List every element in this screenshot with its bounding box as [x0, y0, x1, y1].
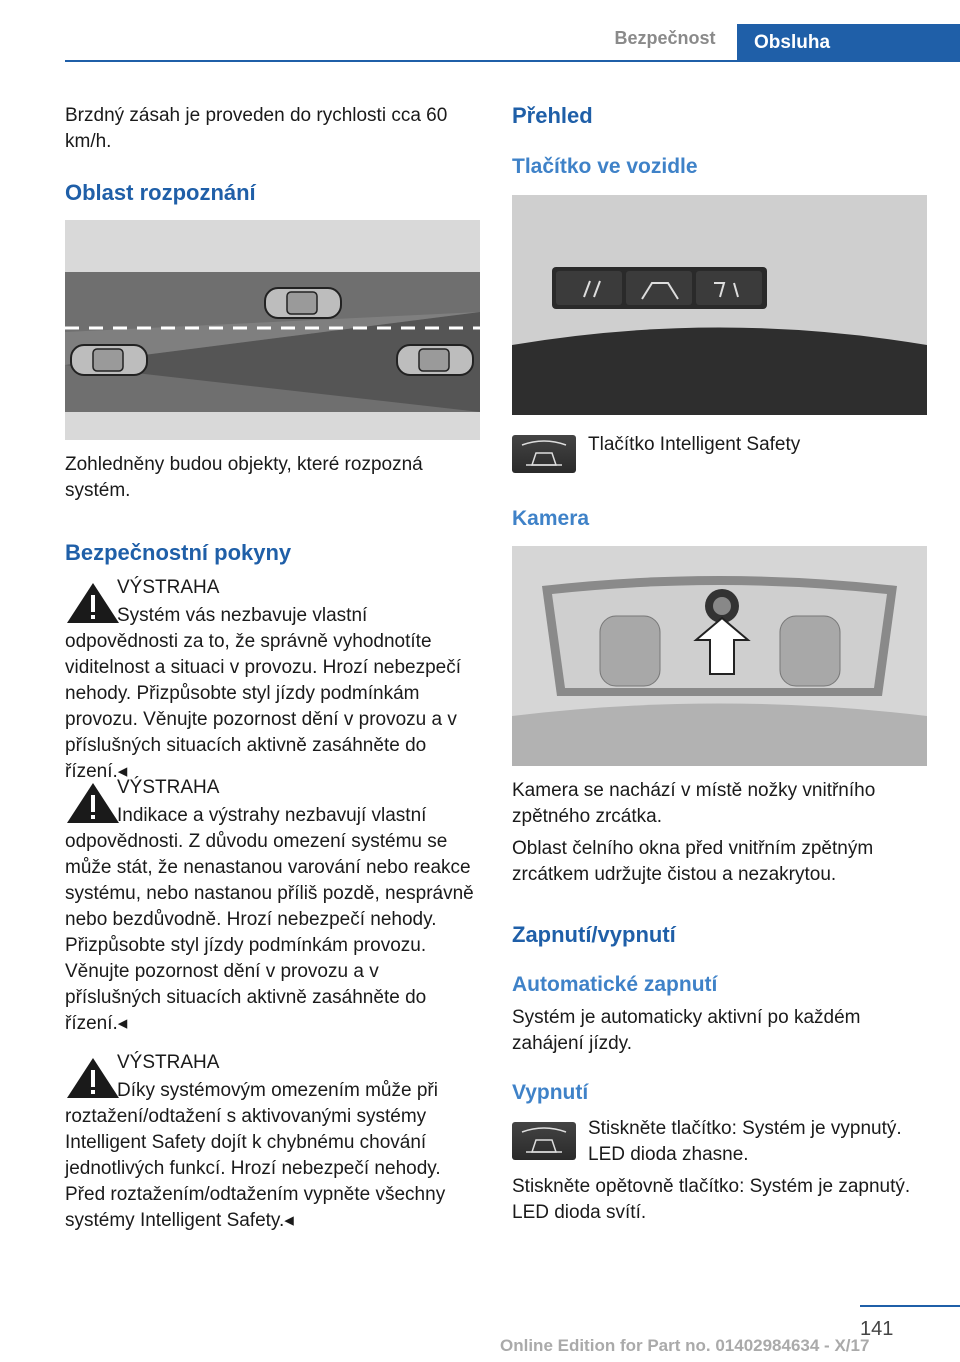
heading-button-in-vehicle: Tlačítko ve vozidle: [512, 155, 698, 178]
camera-location-illustration: [512, 546, 927, 766]
car-icon: [397, 345, 473, 375]
camera-windshield-text: Oblast čelního okna před vnitřním zpětným zrcátkem udržujte čistou a nezakrytou.: [512, 838, 874, 885]
heading-overview: Přehled: [512, 103, 593, 128]
button-panel-photo: [512, 195, 927, 415]
footer-edition: Online Edition for Part no. 01402984634 - X/17: [500, 1336, 870, 1355]
heading-automatic-on: Automatické zapnutí: [512, 973, 718, 996]
detection-caption: Zohledněny budou objekty, které rozpozná systém.: [65, 454, 423, 501]
tab-section[interactable]: Bezpečnost: [614, 28, 716, 48]
intro-text: Brzdný zásah je proveden do rychlosti cca 60 km/h.: [65, 105, 448, 152]
heading-detection-area: Oblast rozpoznání: [65, 180, 256, 205]
warning-title: VÝSTRAHA: [117, 777, 220, 798]
heading-switch-off: Vypnutí: [512, 1081, 589, 1104]
button-label: Tlačítko Intelligent Safety: [588, 434, 801, 455]
car-icon: [265, 288, 341, 318]
intelligent-safety-button-icon: [512, 1122, 576, 1160]
automatic-on-text: Systém je automaticky aktivní po každém zahájení jízdy.: [512, 1007, 861, 1054]
tab-chapter[interactable]: Obsluha: [737, 24, 960, 62]
heading-safety-notes: Bezpečnostní pokyny: [65, 540, 292, 565]
detection-area-illustration: [65, 220, 480, 440]
footer-rule: [860, 1305, 960, 1307]
page-number: 141: [860, 1318, 894, 1340]
car-icon: [71, 345, 147, 375]
heading-camera: Kamera: [512, 507, 590, 530]
heading-on-off: Zapnutí/vypnutí: [512, 922, 676, 947]
warning-text: Indikace a výstrahy nezbavují vlastní odpovědnosti. Z důvodu omezení systému se může stát, že nenastanou varování nebo reakce systému, nebo nastanou příliš pozdě, nesprávně nebo bezdůvodně. Hrozí nebezpečí nehody. Přizpůsobte styl jízdy podmínkám provozu. Věnujte pozornost dění v provozu a v příslušných situacích aktivně zasáhněte do řízení.◂: [65, 805, 474, 1034]
warning-text: Systém vás nezbavuje vlastní odpovědnosti za to, že správně vyhodnotíte viditelnost a situaci v provozu. Hrozí nebezpečí nehody. Přizpůsobte styl jízdy podmínkám provozu. Věnujte pozornost dění v provozu a v příslušných situacích aktivně zasáhněte do řízení.◂: [65, 605, 462, 782]
camera-location-text: Kamera se nachází v místě nožky vnitřního zpětného zrcátka.: [512, 780, 876, 827]
warning-text: Díky systémovým omezením může při roztažení/odtažení s aktivovanými systémy Intelligent Safety dojít k chybnému chování jednotlivých funkcí. Hrozí nebezpečí nehody. Před roztažením/odtažením vypněte všechny systémy Intelligent Safety.◂: [65, 1080, 446, 1231]
warning-title: VÝSTRAHA: [117, 577, 220, 598]
switch-off-text: Stiskněte tlačítko: Systém je vypnutý. LED dioda zhasne.: [588, 1118, 902, 1165]
switch-on-again-text: Stiskněte opětovně tlačítko: Systém je zapnutý. LED dioda svítí.: [512, 1176, 911, 1223]
intelligent-safety-button-icon: [512, 435, 576, 473]
warning-title: VÝSTRAHA: [117, 1052, 220, 1073]
